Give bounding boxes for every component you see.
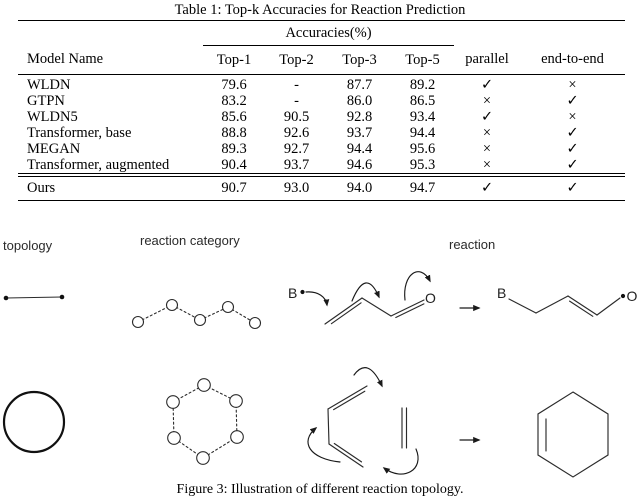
column-header-top3: Top-3: [328, 46, 391, 75]
value-cell: 83.2: [221, 92, 247, 109]
value-cell: 86.5: [409, 92, 436, 109]
value-cell: ✓: [566, 156, 579, 173]
value-cell: ×: [568, 108, 577, 125]
value-cell: ×: [482, 140, 492, 157]
value-cell: 94.4: [346, 140, 373, 157]
table-row: [18, 110, 625, 126]
accuracies-group-header: Accuracies(%): [203, 21, 454, 46]
value-cell: ✓: [566, 92, 579, 109]
group-header-row: [18, 21, 625, 46]
column-header-top2: Top-2: [265, 46, 328, 75]
table-row: [18, 142, 625, 158]
value-cell: ×: [482, 156, 492, 173]
group-spacer-left: [18, 21, 203, 46]
value-cell: 92.6: [283, 124, 310, 141]
value-cell: 94.4: [409, 124, 436, 141]
value-cell: ✓: [566, 140, 579, 157]
value-cell: 87.7: [346, 77, 373, 93]
figure-label-reaction: reaction: [449, 237, 496, 252]
atom-label-carbonyl-oxygen: O: [425, 290, 436, 306]
chain-category-diagram: [133, 300, 261, 329]
model-name-cell: WLDN5: [27, 108, 78, 125]
cycle-topology-diagram: [4, 392, 64, 452]
table-row: [18, 75, 625, 94]
table-row: [18, 126, 625, 142]
curved-arrow-nucleophile-attack: [306, 292, 327, 305]
value-cell: ✓: [480, 108, 494, 125]
model-name-cell: Transformer, augmented: [27, 156, 170, 173]
value-cell: 94.6: [346, 156, 373, 173]
value-cell: ✓: [520, 175, 625, 201]
value-cell: 85.6: [221, 108, 247, 125]
table-title: Table 1: Top-k Accuracies for Reaction Prediction: [174, 2, 466, 18]
atom-label-nucleophile: B: [288, 285, 298, 301]
figure-canvas: [0, 225, 640, 482]
value-cell: 86.0: [346, 92, 373, 109]
curved-arrow-top: [354, 368, 382, 386]
chain-reaction-mechanism: [288, 272, 436, 324]
column-header-parallel: parallel: [454, 46, 520, 75]
value-cell: ✓: [566, 124, 579, 141]
value-cell: 94.7: [391, 175, 454, 201]
column-header-end-to-end: end-to-end: [520, 46, 625, 75]
chain-reaction-product: [497, 285, 638, 316]
value-cell: ✓: [480, 77, 494, 93]
results-table: [18, 20, 625, 201]
model-name-cell: MEGAN: [27, 140, 81, 157]
model-name-cell: Ours: [18, 175, 203, 201]
value-cell: 88.8: [221, 124, 247, 141]
value-cell: ×: [482, 124, 492, 141]
model-name-cell: WLDN: [27, 77, 71, 93]
column-header-row: [18, 46, 625, 75]
value-cell: 79.6: [221, 77, 247, 93]
value-cell: 93.7: [346, 124, 373, 141]
model-name-cell: GTPN: [27, 92, 65, 109]
curved-arrow-bottom: [384, 449, 418, 474]
table-row: [18, 94, 625, 110]
table-row: [18, 158, 625, 176]
electron-dot: [621, 294, 625, 298]
value-cell: ×: [568, 77, 577, 93]
value-cell: 90.7: [203, 175, 265, 201]
column-header-top1: Top-1: [203, 46, 265, 75]
figure-label-reaction-category: reaction category: [140, 233, 240, 248]
value-cell: 93.0: [265, 175, 328, 201]
model-name-cell: Transformer, base: [27, 124, 132, 141]
value-cell: ✓: [454, 175, 520, 201]
table-head: [18, 21, 625, 75]
atom-label-product-o: O: [626, 288, 638, 304]
value-cell: 92.8: [346, 108, 373, 125]
table-footer-row: [18, 175, 625, 201]
edge-topology-diagram: [4, 295, 65, 301]
curved-arrow-left: [308, 428, 340, 462]
value-cell: 93.7: [283, 156, 310, 173]
curved-arrow-pi-shift: [352, 283, 379, 301]
electron-dot: [300, 290, 304, 294]
value-cell: 89.2: [409, 77, 436, 93]
figure-label-topology: topology: [3, 238, 53, 253]
value-cell: 90.4: [221, 156, 247, 173]
column-header-top5: Top-5: [391, 46, 454, 75]
figure-caption: Figure 3: Illustration of different reaction topology.: [176, 482, 464, 497]
value-cell: 95.3: [409, 156, 436, 173]
cycloaddition-mechanism: [308, 368, 418, 474]
value-cell: 95.6: [409, 140, 436, 157]
group-spacer-right: [454, 21, 625, 46]
value-cell: -: [294, 77, 299, 93]
table-body: [18, 75, 625, 176]
value-cell: 94.0: [328, 175, 391, 201]
cycle-category-diagram: [167, 379, 244, 465]
value-cell: 93.4: [409, 108, 436, 125]
column-header-model-name: Model Name: [18, 46, 203, 75]
value-cell: -: [294, 92, 299, 109]
value-cell: 90.5: [283, 108, 310, 125]
atom-label-product-b: B: [497, 285, 507, 301]
value-cell: ×: [482, 92, 492, 109]
table-foot: [18, 175, 625, 201]
value-cell: 89.3: [221, 140, 247, 157]
cyclohexene-product: [538, 392, 608, 477]
value-cell: 92.7: [283, 140, 310, 157]
